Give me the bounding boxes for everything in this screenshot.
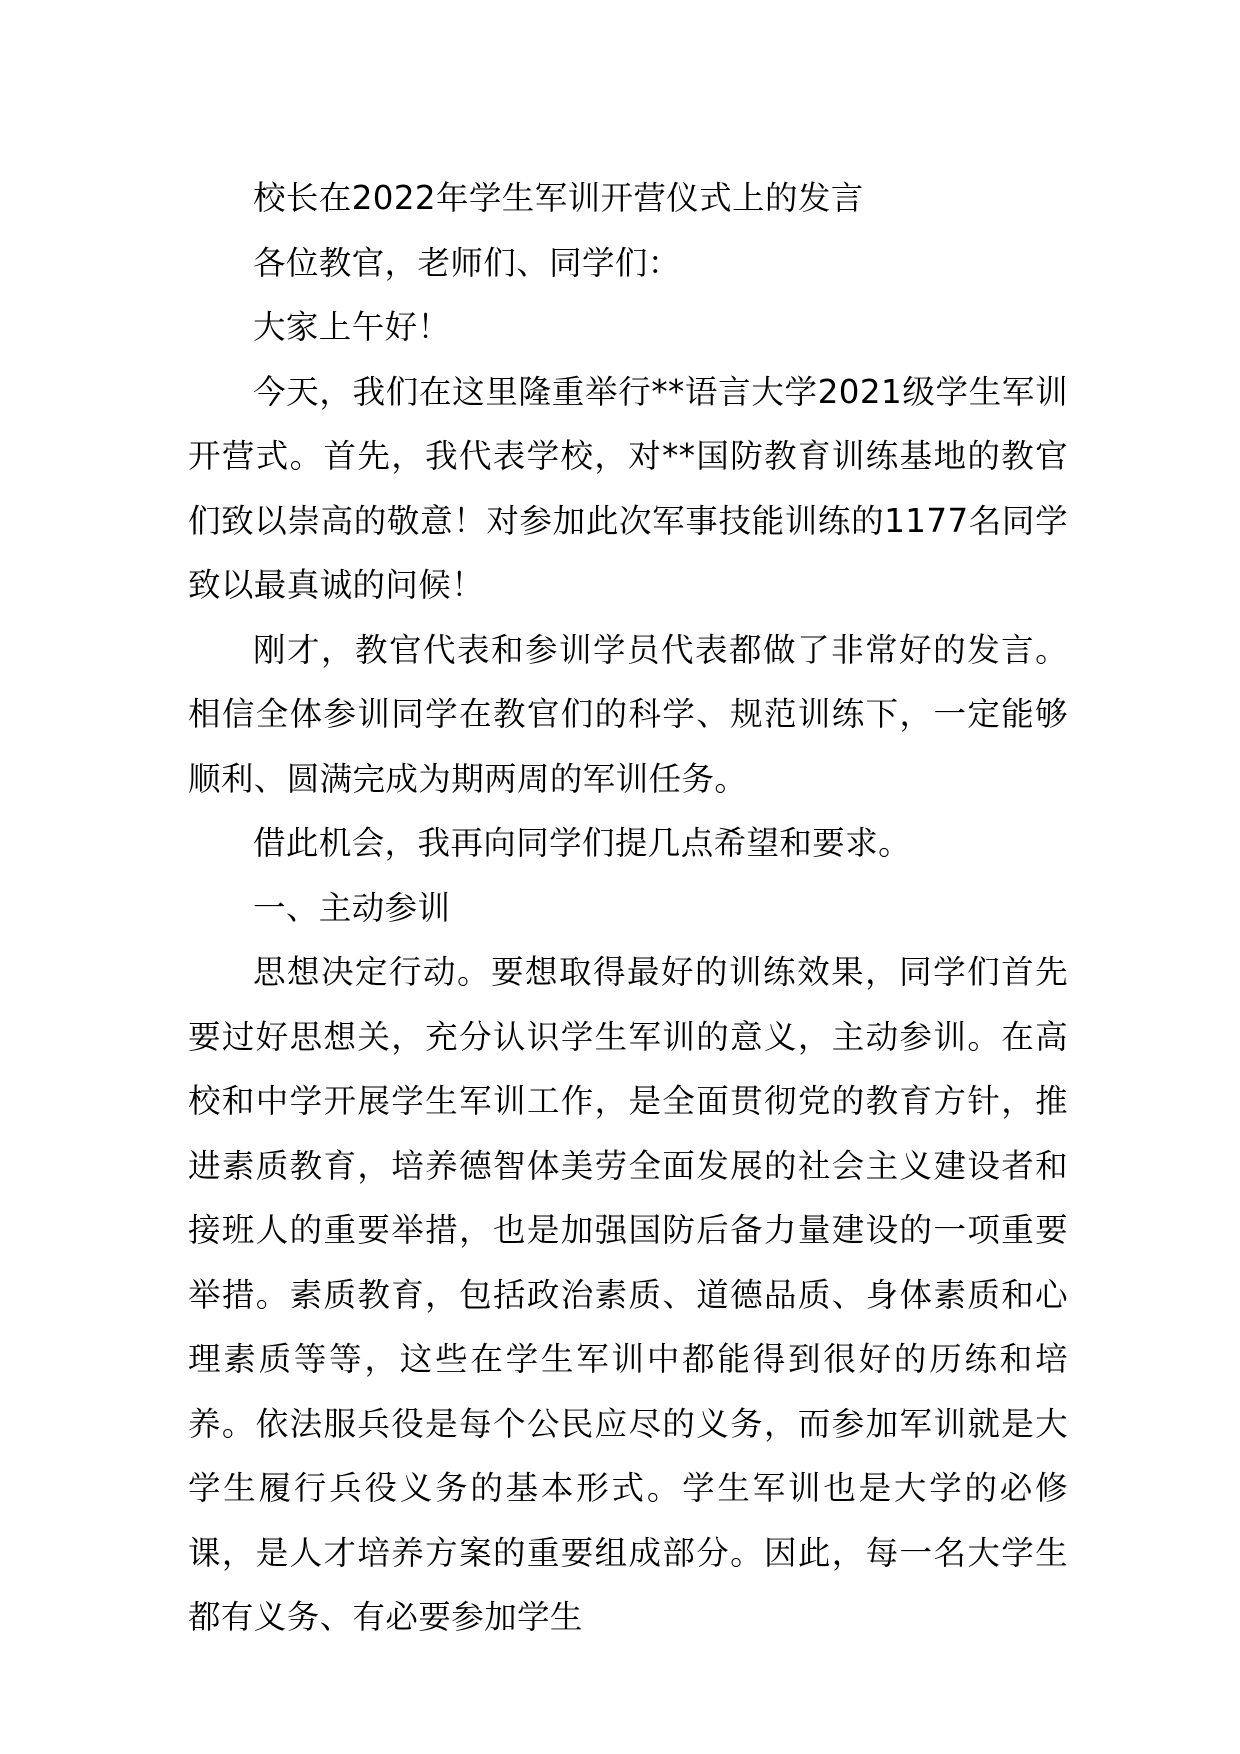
section-heading-1: 一、主动参训 — [253, 888, 451, 927]
paragraph-section-1: 思想决定行动。要想取得最好的训练效果，同学们首先要过好思想关，充分认识学生军训的意义，主动参训。在高校和中学开展学生军训工作，是全面贯彻党的教育方针，推进素质教育，培养德智体美劳全面发展的社会主义建设者和接班人的重要举措，也是加强国防后备力量建设的一项重要举措。素质教育，包括政治素质、道德品质、身体素质和心理素质等等，这些在学生军训中都能得到很好的历练和培养。依法服兵役是每个公民应尽的义务，而参加军训就是大学生履行兵役义务的基本形式。学生军训也是大学的必修课，是人才培养方案的重要组成部分。因此，每一名大学生都有义务、有必要参加学生 — [188, 953, 1068, 1636]
document-title: 校长在2022年学生军训开营仪式上的发言 — [253, 179, 864, 217]
greeting: 大家上午好！ — [253, 308, 451, 346]
paragraph-opening: 今天，我们在这里隆重举行**语言大学2021级学生军训开营式。首先，我代表学校，对**国防教育训练基地的教官们致以崇高的敬意！对参加此次军事技能训练的1177名同学致以最真诚的问候！ — [188, 372, 1068, 604]
salutation: 各位教官，老师们、同学们： — [253, 243, 681, 282]
document-body — [188, 166, 1068, 1650]
paragraph-hopes: 借此机会，我再向同学们提几点希望和要求。 — [253, 824, 912, 862]
paragraph-speeches: 刚才，教官代表和参训学员代表都做了非常好的发言。相信全体参训同学在教官们的科学、规范训练下，一定能够顺利、圆满完成为期两周的军训任务。 — [188, 630, 1068, 798]
